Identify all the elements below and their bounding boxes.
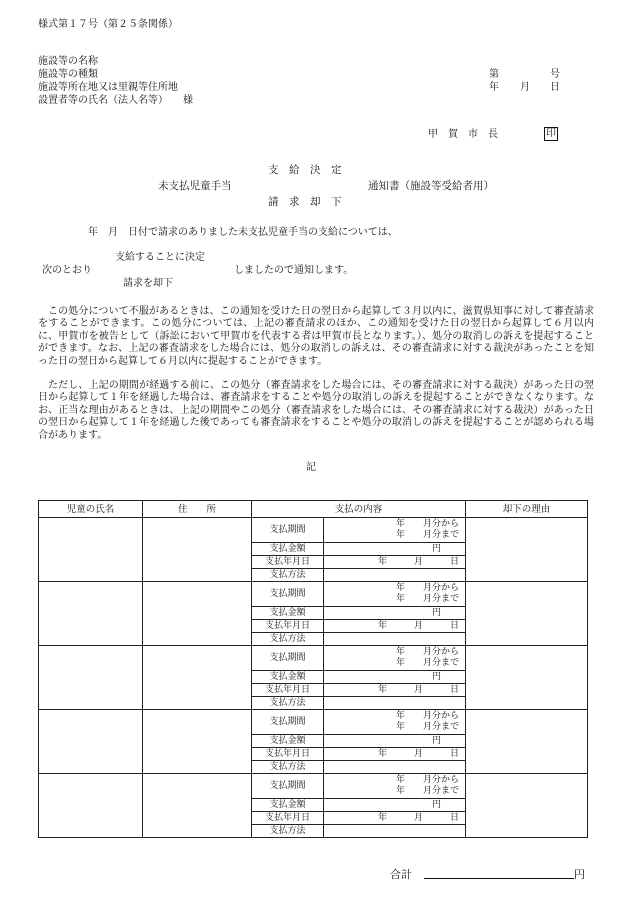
period-label: 支払期間 [252,710,324,735]
period-value[interactable] [324,518,466,543]
appeal-paragraph-1: この処分について不服があるときは、この通知を受けた日の翌日から起算して３月以内に、滋賀県知事に対して審査請求をすることができます。この処分については、上記の審査請求のほか、この通知を受けた日の翌日から起算して６月以内に、甲賀市を被告として（訴訟において甲賀市を代表する者は甲賀市長となります。）、処分の取消しの訴えを提起することができます。なお、上記の審査請求をした場合には、処分の取消しの訴えは、その審査請求に対する裁決があったことを知った日の翌日から起算して６月以内に提起することができます。 [38,306,594,367]
amount-label: 支払金額 [252,543,324,556]
method-label: 支払方法 [252,569,324,582]
table-row [39,646,588,671]
pay-date-label: 支払年月日 [252,748,324,761]
date-month: 月 [520,82,530,93]
period-label: 支払期間 [252,646,324,671]
method-label: 支払方法 [252,633,324,646]
decision-lead: 次のとおり [42,265,92,276]
pay-date-label: 支払年月日 [252,812,324,825]
table-row [39,774,588,799]
heading-right: 通知書（施設等受給者用） [368,180,494,192]
child-name-cell[interactable] [39,582,143,646]
amount-value[interactable]: 円 [324,799,466,812]
address-cell[interactable] [143,518,252,582]
method-value[interactable] [324,761,466,774]
seal-label: 印 [546,128,556,139]
appeal-paragraph-2: ただし、上記の期間が経過する前に、この処分（審査請求をした場合には、その審査請求に対する裁決）があった日の翌日から起算して１年を経過した場合は、審査請求をすることや処分の取消しの訴えを提起することができなくなります。なお、正当な理由があるときは、上記の期間やこの処分（審査請求をした場合には、その審査請求に対する裁決）があった日の翌日から起算して１年を経過した後であっても審査請求をすることや処分の取消しの訴えを提起することが認められる場合があります。 [38,380,594,441]
table-row [39,710,588,735]
period-from: 年 月分から [396,647,460,657]
period-to: 年 月分まで [396,722,460,732]
amount-value[interactable]: 円 [324,671,466,684]
decision-tail: しましたので通知します。 [234,265,354,276]
method-label: 支払方法 [252,825,324,838]
facility-type-label: 施設等の種類 [38,69,98,80]
heading-top: 支 給 決 定 [268,164,342,176]
amount-value[interactable]: 円 [324,735,466,748]
period-value[interactable] [324,646,466,671]
period-from: 年 月分から [396,711,460,721]
period-value[interactable] [324,710,466,735]
address-cell[interactable] [143,646,252,710]
reason-cell[interactable] [466,710,588,774]
amount-label: 支払金額 [252,607,324,620]
amount-label: 支払金額 [252,799,324,812]
method-value[interactable] [324,697,466,710]
period-label: 支払期間 [252,774,324,799]
date-day: 日 [550,82,560,93]
address-cell[interactable] [143,582,252,646]
amount-label: 支払金額 [252,671,324,684]
period-label: 支払期間 [252,518,324,543]
header-content: 支払の内容 [252,501,466,518]
date-year: 年 [489,82,499,93]
decision-option-reject: 請求を却下 [123,278,173,289]
method-value[interactable] [324,825,466,838]
header-reason: 却下の理由 [466,501,588,518]
period-from: 年 月分から [396,775,460,785]
period-label: 支払期間 [252,582,324,607]
reason-cell[interactable] [466,518,588,582]
form-id: 様式第１７号（第２５条関係） [38,19,178,30]
doc-number-go: 号 [550,69,560,80]
pay-date-value[interactable]: 年 月 日 [324,812,466,825]
period-to: 年 月分まで [396,530,460,540]
period-to: 年 月分まで [396,658,460,668]
address-label: 施設等所在地又は里親等住所地 [38,82,178,93]
reason-cell[interactable] [466,774,588,838]
total-unit: 円 [574,868,585,881]
child-name-cell[interactable] [39,646,143,710]
table-row [39,582,588,607]
ki-mark: 記 [306,462,316,473]
heading-bottom: 請 求 却 下 [268,196,342,208]
method-label: 支払方法 [252,761,324,774]
pay-date-value[interactable]: 年 月 日 [324,748,466,761]
child-name-cell[interactable] [39,518,143,582]
heading-left: 未支払児童手当 [158,180,232,192]
header-address: 住 所 [143,501,252,518]
pay-date-label: 支払年月日 [252,556,324,569]
header-child-name: 児童の氏名 [39,501,143,518]
pay-date-label: 支払年月日 [252,620,324,633]
amount-value[interactable]: 円 [324,607,466,620]
period-value[interactable] [324,582,466,607]
address-cell[interactable] [143,710,252,774]
amount-value[interactable]: 円 [324,543,466,556]
pay-date-value[interactable]: 年 月 日 [324,684,466,697]
pay-date-value[interactable]: 年 月 日 [324,556,466,569]
doc-number-dai: 第 [489,69,499,80]
seal-mark [544,127,558,141]
method-value[interactable] [324,633,466,646]
address-cell[interactable] [143,774,252,838]
child-name-cell[interactable] [39,774,143,838]
founder-label: 設置者等の氏名（法人名等） 様 [38,95,193,106]
total-label: 合計 [390,868,412,881]
table-header-row [39,501,588,518]
reason-cell[interactable] [466,582,588,646]
total-line [424,878,574,879]
period-to: 年 月分まで [396,594,460,604]
table-row [39,518,588,543]
intro-text: 年 月 日付で請求のありました未支払児童手当の支給については、 [88,227,398,238]
facility-name-label: 施設等の名称 [38,56,98,67]
period-to: 年 月分まで [396,786,460,796]
method-value[interactable] [324,569,466,582]
decision-option-pay: 支給することに決定 [115,252,205,263]
amount-label: 支払金額 [252,735,324,748]
period-from: 年 月分から [396,519,460,529]
period-value[interactable] [324,774,466,799]
issuer-title: 甲 賀 市 長 [428,129,498,140]
pay-date-value[interactable]: 年 月 日 [324,620,466,633]
payment-table [38,500,588,838]
method-label: 支払方法 [252,697,324,710]
pay-date-label: 支払年月日 [252,684,324,697]
period-from: 年 月分から [396,583,460,593]
child-name-cell[interactable] [39,710,143,774]
reason-cell[interactable] [466,646,588,710]
